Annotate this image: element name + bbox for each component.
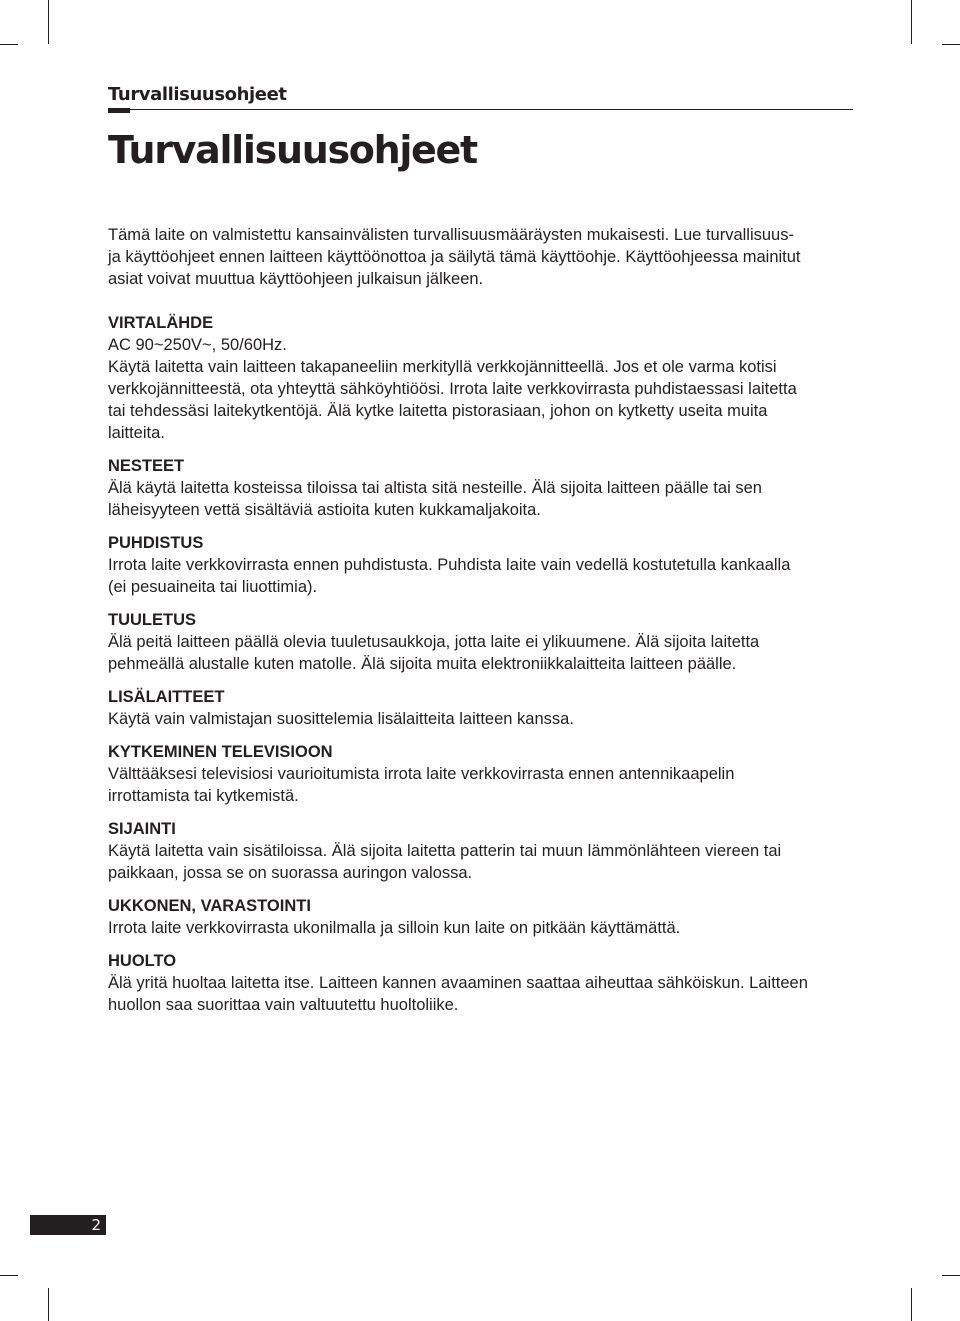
text-line: paikkaan, jossa se on suorassa auringon valossa. [108, 864, 473, 882]
section-puhdistus [108, 532, 848, 598]
text-line: Irrota laite verkkovirrasta ennen puhdistusta. Puhdista laite vain vedellä kostutetulla kankaalla [108, 556, 791, 574]
text-line: irrottamista tai kytkemistä. [108, 787, 299, 805]
text-line: Älä peitä laitteen päällä olevia tuuletusaukkoja, jotta laite ei ylikuumene. Älä sijoita laitetta [108, 633, 760, 651]
text-line: tai tehdessäsi laitekytkentöjä. Älä kytke laitetta pistorasiaan, johon on kytketty useita muita [108, 402, 768, 420]
text-line: (ei pesuaineita tai liuottimia). [108, 578, 318, 596]
text-line: Käytä vain valmistajan suosittelemia lisälaitteita laitteen kanssa. [108, 710, 574, 728]
section-heading: LISÄLAITTEET [108, 688, 225, 706]
section-heading: PUHDISTUS [108, 534, 204, 552]
section-kytkeminen-televisioon [108, 741, 848, 807]
section-text [108, 708, 848, 730]
header-rule-tab [108, 108, 130, 113]
section-heading: SIJAINTI [108, 820, 176, 838]
section-text [108, 477, 848, 521]
section-heading: HUOLTO [108, 952, 177, 970]
text-line: Irrota laite verkkovirrasta ukonilmalla ja silloin kun laite on pitkään käyttämättä. [108, 919, 681, 937]
section-text [108, 334, 848, 444]
crop-mark-top-left [48, 0, 49, 44]
section-lisalaitteet [108, 686, 848, 730]
section-huolto [108, 950, 848, 1016]
page-content [108, 224, 848, 1027]
text-line: Käytä laitetta vain sisätiloissa. Älä sijoita laitetta patterin tai muun lämmönlähteen viereen tai [108, 842, 782, 860]
crop-mark-bottom-left-h [0, 1275, 18, 1276]
section-heading: KYTKEMINEN TELEVISIOON [108, 743, 333, 761]
crop-mark-top-right-h [942, 44, 960, 45]
intro-line: Tämä laite on valmistettu kansainvälisten turvallisuusmääräysten mukaisesti. Lue turvallisuus- [108, 226, 794, 244]
section-text [108, 763, 848, 807]
section-text [108, 554, 848, 598]
crop-mark-top-left-h [0, 44, 18, 45]
section-text [108, 972, 848, 1016]
crop-mark-top-right [911, 0, 912, 44]
section-tuuletus [108, 609, 848, 675]
text-line: läheisyyteen vettä sisältäviä astioita kuten kukkamaljakoita. [108, 501, 541, 519]
section-sijainti [108, 818, 848, 884]
text-line: Käytä laitetta vain laitteen takapaneeliin merkityllä verkkojännitteellä. Jos et ole varma kotisi [108, 358, 777, 376]
text-line: laitteita. [108, 424, 165, 442]
intro-line: ja käyttöohjeet ennen laitteen käyttöönottoa ja säilytä tämä käyttöohje. Käyttöohjeessa mainitut [108, 248, 801, 266]
section-virtalahde [108, 312, 848, 444]
header-rule [108, 109, 853, 110]
section-text [108, 840, 848, 884]
crop-mark-bottom-right-h [942, 1275, 960, 1276]
text-line: AC 90~250V~, 50/60Hz. [108, 336, 287, 354]
section-heading: NESTEET [108, 457, 185, 475]
text-line: Älä yritä huoltaa laitetta itse. Laitteen kannen avaaminen saattaa aiheuttaa sähköiskun. Laitteen [108, 974, 808, 992]
intro-line: asiat voivat muuttua käyttöohjeen julkaisun jälkeen. [108, 270, 484, 288]
text-line: verkkojännitteestä, ota yhteyttä sähköyhtiöösi. Irrota laite verkkovirrasta puhdistaessasi laitetta [108, 380, 797, 398]
page-number: 2 [91, 1216, 101, 1234]
section-heading: TUULETUS [108, 611, 196, 629]
crop-mark-bottom-right [911, 1288, 912, 1321]
page-title: Turvallisuusohjeet [108, 128, 477, 172]
section-text [108, 631, 848, 675]
section-nesteet [108, 455, 848, 521]
running-header-title: Turvallisuusohjeet [108, 84, 287, 105]
text-line: Älä käytä laitetta kosteissa tiloissa tai altista sitä nesteille. Älä sijoita laitteen päälle tai sen [108, 479, 762, 497]
section-heading: UKKONEN, VARASTOINTI [108, 897, 311, 915]
crop-mark-bottom-left [48, 1288, 49, 1321]
section-heading: VIRTALÄHDE [108, 314, 214, 332]
section-ukkonen-varastointi [108, 895, 848, 939]
page-number-bar [30, 1215, 106, 1235]
text-line: huollon saa suorittaa vain valtuutettu huoltoliike. [108, 996, 459, 1014]
text-line: pehmeällä alustalle kuten matolle. Älä sijoita muita elektroniikkalaitteita laitteen päälle. [108, 655, 737, 673]
section-text [108, 917, 848, 939]
intro-paragraph [108, 224, 848, 290]
text-line: Välttääksesi televisiosi vaurioitumista irrota laite verkkovirrasta ennen antennikaapelin [108, 765, 735, 783]
